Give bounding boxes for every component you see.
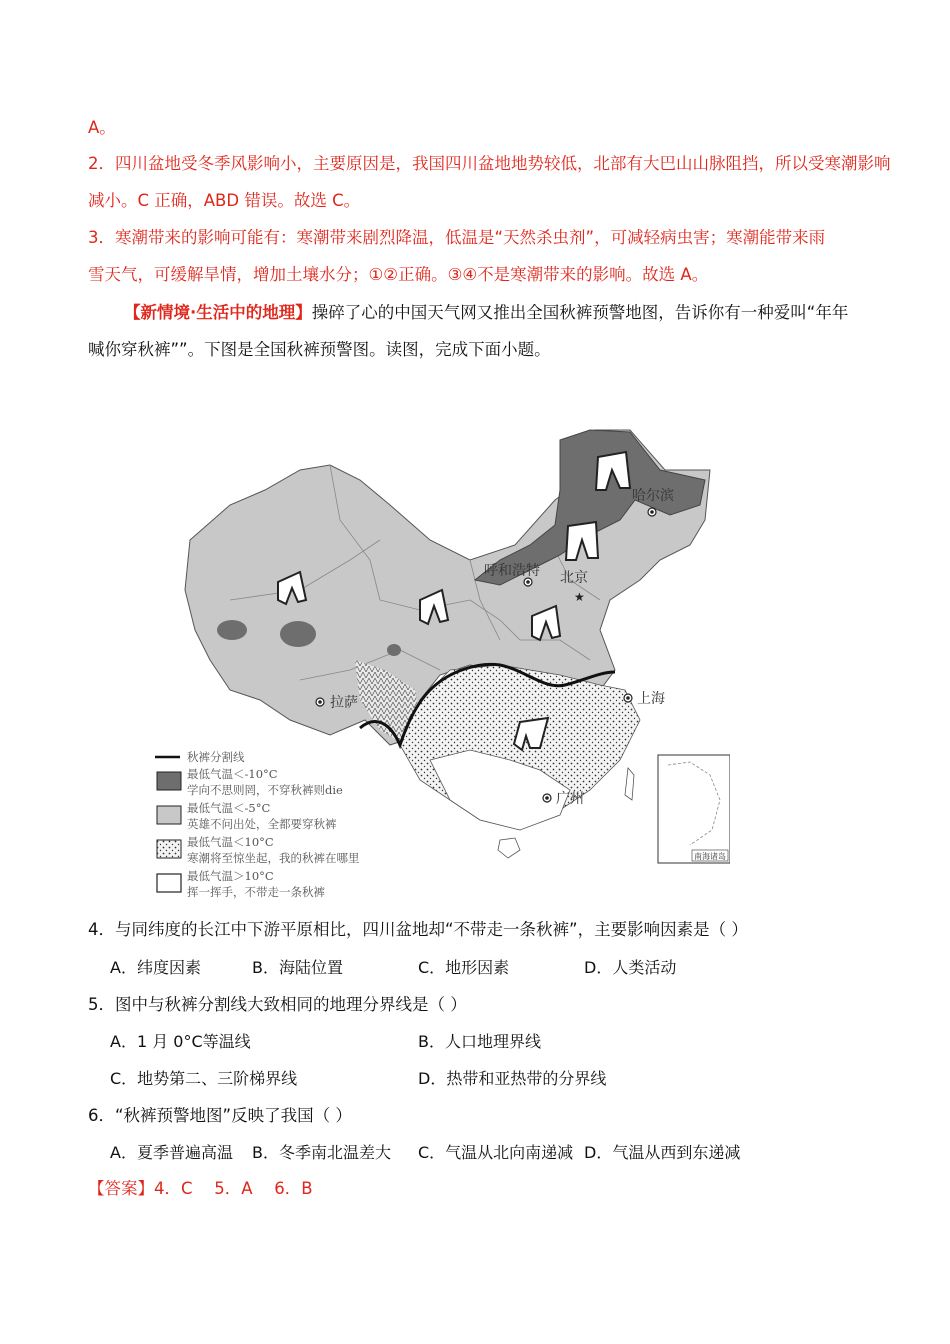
city-label-harbin: 哈尔滨 bbox=[632, 488, 674, 504]
explanation-line: 雪天气，可缓解旱情，增加土壤水分；①②正确。③④不是寒潮带来的影响。故选 A。 bbox=[88, 265, 709, 284]
intro-paragraph bbox=[124, 302, 848, 324]
question-option: D．气温从西到东递减 bbox=[584, 1143, 741, 1162]
question-stem: 6．“秋裤预警地图”反映了我国（ ） bbox=[88, 1106, 352, 1125]
question-option: A．纬度因素 bbox=[110, 958, 201, 977]
answer-line: 【答案】4．C 5．A 6．B bbox=[88, 1179, 313, 1198]
south-china-sea-inset bbox=[658, 755, 730, 863]
intro-text-line2: 喊你穿秋裤””。下图是全国秋裤预警图。读图，完成下面小题。 bbox=[88, 340, 551, 359]
question-option: A．1 月 0°C等温线 bbox=[110, 1032, 251, 1051]
legend-dark-caption: 学向不思则罔，不穿秋裤则die bbox=[187, 783, 343, 797]
inset-label: 南海诸岛 bbox=[694, 852, 726, 861]
question-stem: 5．图中与秋裤分割线大致相同的地理分界线是（ ） bbox=[88, 995, 467, 1014]
city-label-beijing: 北京 bbox=[560, 570, 588, 586]
city-label-hohhot: 呼和浩特 bbox=[484, 563, 540, 579]
explanation-line: 减小。C 正确，ABD 错误。故选 C。 bbox=[88, 191, 361, 210]
taiwan-island bbox=[625, 768, 634, 800]
city-label-lhasa: 拉萨 bbox=[330, 695, 358, 711]
question-option: D．热带和亚热带的分界线 bbox=[418, 1069, 607, 1088]
capital-star-icon: ★ bbox=[574, 590, 585, 604]
autumn-pants-warning-map bbox=[150, 420, 730, 900]
legend-dark-label: 最低气温＜-10°C bbox=[187, 767, 278, 781]
question-option: A．夏季普遍高温 bbox=[110, 1143, 233, 1162]
question-option: D．人类活动 bbox=[584, 958, 677, 977]
explanation-line: 2．四川盆地受冬季风影响小，主要原因是，我国四川盆地地势较低，北部有大巴山山脉阻挡，所以受寒潮影响 bbox=[88, 154, 891, 173]
city-label-guangzhou: 广州 bbox=[556, 791, 584, 807]
hainan-island bbox=[498, 838, 520, 858]
cold-patch bbox=[280, 621, 316, 647]
city-label-shanghai: 上海 bbox=[637, 691, 665, 707]
question-option: C．气温从北向南递减 bbox=[418, 1143, 574, 1162]
legend-white-caption: 挥一挥手，不带走一条秋裤 bbox=[187, 885, 325, 899]
question-option: B．海陆位置 bbox=[252, 958, 343, 977]
question-option: B．人口地理界线 bbox=[418, 1032, 541, 1051]
question-option: B．冬季南北温差大 bbox=[252, 1143, 391, 1162]
cold-patch bbox=[387, 644, 401, 656]
legend-medium-caption: 英雄不问出处，全都要穿秋裤 bbox=[187, 817, 337, 831]
cold-patch bbox=[217, 620, 247, 640]
legend-white-label: 最低气温＞10°C bbox=[187, 869, 274, 883]
legend-dotted-caption: 寒潮将至惊坐起，我的秋裤在哪里 bbox=[187, 851, 360, 865]
scenario-tag: 【新情境·生活中的地理】 bbox=[124, 303, 312, 322]
intro-text: 操碎了心的中国天气网又推出全国秋裤预警地图，告诉你有一种爱叫“年年 bbox=[311, 303, 849, 322]
map-legend bbox=[155, 750, 360, 899]
question-stem: 4．与同纬度的长江中下游平原相比，四川盆地却“不带走一条秋裤”，主要影响因素是（ ） bbox=[88, 920, 748, 939]
question-option: C．地形因素 bbox=[418, 958, 510, 977]
legend-dotted-label: 最低气温＜10°C bbox=[187, 835, 274, 849]
explanation-line: A。 bbox=[88, 118, 116, 137]
question-option: C．地势第二、三阶梯界线 bbox=[110, 1069, 298, 1088]
legend-medium-label: 最低气温＜-5°C bbox=[187, 801, 271, 815]
legend-line-label: 秋裤分割线 bbox=[187, 750, 245, 764]
explanation-line: 3．寒潮带来的影响可能有：寒潮带来剧烈降温，低温是“天然杀虫剂”，可减轻病虫害；寒潮能带来雨 bbox=[88, 228, 826, 247]
